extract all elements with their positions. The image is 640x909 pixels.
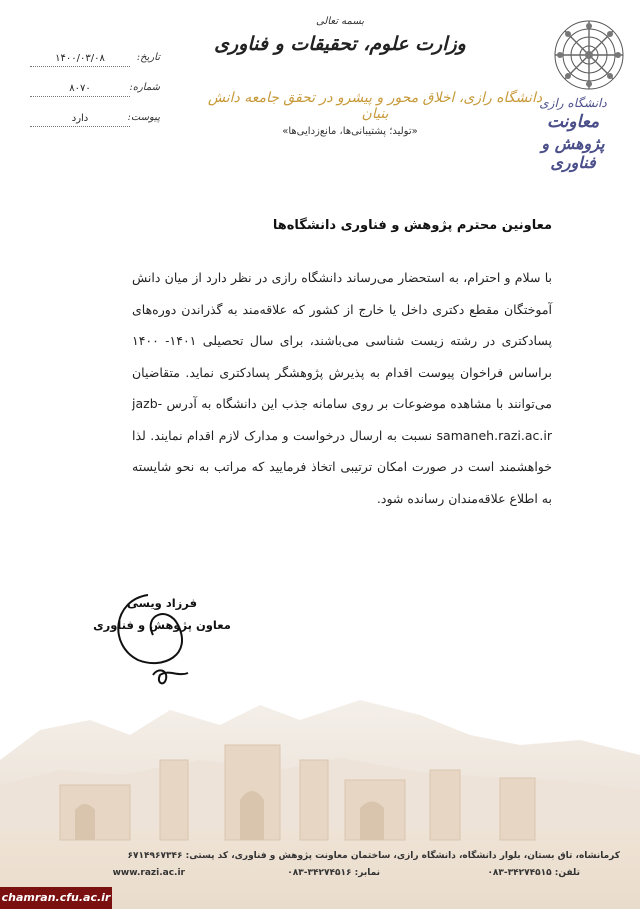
date-value: ۱۴۰۰/۰۳/۰۸ <box>30 52 130 67</box>
footer-phone: تلفن: ۳۴۲۷۴۵۱۵-۰۸۳ <box>487 868 580 878</box>
year-slogan: «تولید؛ پشتیبانی‌ها، مانع‌زدایی‌ها» <box>282 126 418 137</box>
deputy-university-name: دانشگاه رازی <box>539 96 607 110</box>
handwritten-signature-icon <box>108 575 218 695</box>
meta-attachment <box>30 112 160 128</box>
footer-fax: نمابر: ۳۴۲۷۴۵۱۶-۰۸۳ <box>287 868 380 878</box>
footer-website-link[interactable]: www.razi.ac.ir <box>112 868 185 878</box>
meta-date <box>30 52 160 68</box>
meta-number <box>30 82 160 98</box>
signatory-name: فرزاد ویسی <box>127 596 197 610</box>
number-label: شماره: <box>129 82 160 93</box>
deputy-word: معاونت <box>546 112 600 132</box>
number-value: ۸۰۷۰ <box>30 82 130 97</box>
ministry-name: وزارت علوم، تحقیقات و فناوری <box>214 33 466 55</box>
body-text-part1: با سلام و احترام، به استحضار می‌رساند دانشگاه رازی در نظر دارد از میان دانش آموختگان مقطع دکتری داخل یا خارج از کشور که علاقه‌مند به گذراندن دوره‌های پسادکتری در رشته زیست شناسی می‌باشند، برای سال تحصیلی ۱۴۰۱- ۱۴۰۰ براساس فراخوان پیوست اقدام به پذیرش پژوهشگر پسادکتری نماید. متقاضیان می‌توانند با مشاهده موضوعات بر روی سامانه جذب این دانشگاه به آدرس <box>132 270 552 411</box>
source-watermark: chamran.cfu.ac.ir <box>0 887 112 909</box>
signatory-title: معاون پژوهش و فناوری <box>93 618 231 632</box>
basmala: بسمه تعالی <box>315 16 365 27</box>
footer-contacts <box>40 868 580 882</box>
letter-body <box>132 262 552 514</box>
university-logo-icon <box>552 18 626 92</box>
date-label: تاریخ: <box>136 52 160 63</box>
signature-block <box>92 596 232 632</box>
attachment-value: دارد <box>30 112 130 127</box>
deputy-department: پژوهش و فناوری <box>541 134 605 172</box>
footer-address: کرمانشاه، تاق بستان، بلوار دانشگاه، دانشگاه رازی، ساختمان معاونت پژوهش و فناوری، کد پستی: ۶۷۱۴۹۶۷۳۴۶ <box>127 851 620 861</box>
letterhead-center <box>200 16 480 55</box>
letter-addressee: معاونین محترم پژوهش و فناوری دانشگاه‌ها <box>272 218 552 233</box>
recruitment-site-address: jazb-samaneh.razi.ac.ir <box>132 396 552 443</box>
university-motto: دانشگاه رازی، اخلاق محور و پیشرو در تحقق جامعه دانش بنیان <box>207 90 543 122</box>
attachment-label: پیوست: <box>127 112 160 123</box>
body-text-part2: نسبت به ارسال درخواست و مدارک لازم اقدام نمایند. لذا خواهشمند است در صورت امکان ترتیبی اتخاذ فرمایید که مراتب به نحو شایسته به اطلاع علاقه‌مندان رسانده شود. <box>132 427 552 506</box>
